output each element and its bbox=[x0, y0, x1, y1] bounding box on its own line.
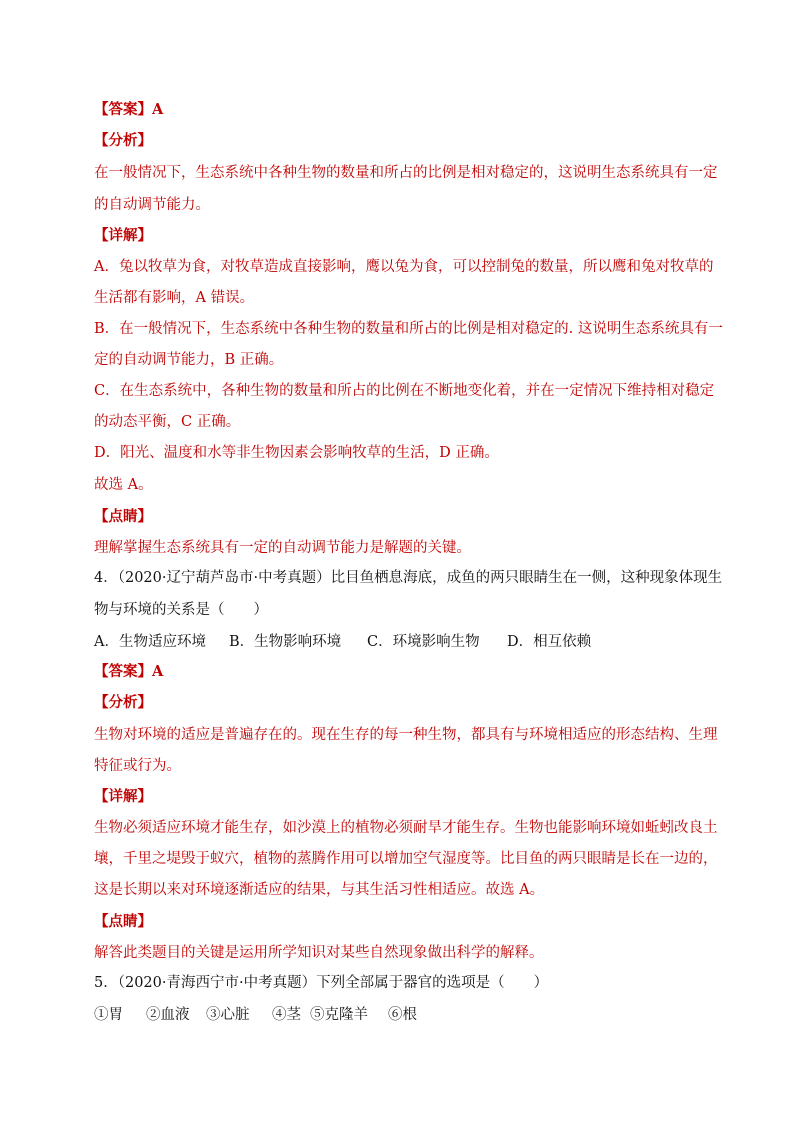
q5-stem: 5．（2020·青海西宁市·中考真题）下列全部属于器官的选项是（ ） bbox=[94, 975, 549, 991]
q4-detail-line-2: 壤，千里之堤毁于蚁穴，植物的蒸腾作用可以增加空气湿度等。比目鱼的两只眼睛是长在一边的， bbox=[94, 851, 718, 867]
q3-analysis-line-2: 的自动调节能力。 bbox=[94, 197, 210, 213]
q3-detail-line-8: 故选 A。 bbox=[94, 477, 153, 493]
q4-option-a: A．生物适应环境 bbox=[94, 634, 206, 650]
q3-detail-label: 【详解】 bbox=[94, 227, 152, 244]
q4-tip-label: 【点睛】 bbox=[94, 913, 152, 930]
q5-items bbox=[94, 1005, 417, 1025]
q3-detail-line-2: 生活都有影响，A 错误。 bbox=[94, 290, 255, 306]
q5-item-2: ②血液 bbox=[146, 1007, 190, 1023]
q4-analysis-line-2: 特征或行为。 bbox=[94, 758, 181, 774]
q4-detail-line-3: 这是长期以来对环境逐渐适应的结果，与其生活习性相适应。故选 A。 bbox=[94, 882, 545, 898]
q4-analysis-label: 【分析】 bbox=[94, 694, 152, 711]
q4-option-b: B．生物影响环境 bbox=[229, 634, 342, 650]
q4-detail-label: 【详解】 bbox=[94, 788, 152, 805]
q3-tip-line: 理解掌握生态系统具有一定的自动调节能力是解题的关键。 bbox=[94, 540, 471, 556]
q5-item-5: ⑤克隆羊 bbox=[310, 1007, 368, 1023]
q3-detail-line-1: A．兔以牧草为食，对牧草造成直接影响，鹰以兔为食，可以控制兔的数量，所以鹰和兔对牧草的 bbox=[94, 259, 714, 275]
q3-detail-line-6: 的动态平衡，C 正确。 bbox=[94, 414, 241, 430]
q4-option-d: D．相互依赖 bbox=[507, 634, 592, 650]
q3-analysis-label: 【分析】 bbox=[94, 132, 152, 149]
q4-answer: 【答案】A bbox=[94, 663, 164, 680]
q4-tip-line: 解答此类题目的关键是运用所学知识对某些自然现象做出科学的解释。 bbox=[94, 945, 544, 961]
q5-item-1: ①胃 bbox=[94, 1007, 123, 1023]
q3-detail-line-5: C．在生态系统中，各种生物的数量和所占的比例在不断地变化着，并在一定情况下维持相对稳定 bbox=[94, 383, 715, 399]
q4-options bbox=[94, 632, 591, 652]
q4-stem-line-2: 物与环境的关系是（ ） bbox=[94, 602, 268, 618]
q5-item-4: ④茎 bbox=[272, 1007, 301, 1023]
q3-detail-line-7: D．阳光、温度和水等非生物因素会影响牧草的生活，D 正确。 bbox=[94, 445, 499, 461]
q4-stem-line-1: 4．（2020·辽宁葫芦岛市·中考真题）比目鱼栖息海底，成鱼的两只眼睛生在一侧，这种现象体现生 bbox=[94, 570, 723, 586]
q3-analysis-line-1: 在一般情况下，生态系统中各种生物的数量和所占的比例是相对稳定的，这说明生态系统具有一定 bbox=[94, 165, 718, 181]
q4-option-c: C．环境影响生物 bbox=[367, 634, 480, 650]
q5-item-3: ③心脏 bbox=[206, 1007, 250, 1023]
q5-item-6: ⑥根 bbox=[388, 1007, 417, 1023]
q3-detail-line-3: B．在一般情况下，生态系统中各种生物的数量和所占的比例是相对稳定的. 这说明生态系统具有一 bbox=[94, 321, 723, 337]
q3-answer: 【答案】A bbox=[94, 101, 164, 118]
q3-tip-label: 【点睛】 bbox=[94, 508, 152, 525]
q3-detail-line-4: 定的自动调节能力，B 正确。 bbox=[94, 352, 284, 368]
q4-analysis-line-1: 生物对环境的适应是普遍存在的。现在生存的每一种生物，都具有与环境相适应的形态结构、生理 bbox=[94, 727, 718, 743]
q4-detail-line-1: 生物必须适应环境才能生存，如沙漠上的植物必须耐旱才能生存。生物也能影响环境如蚯蚓改良土 bbox=[94, 820, 718, 836]
